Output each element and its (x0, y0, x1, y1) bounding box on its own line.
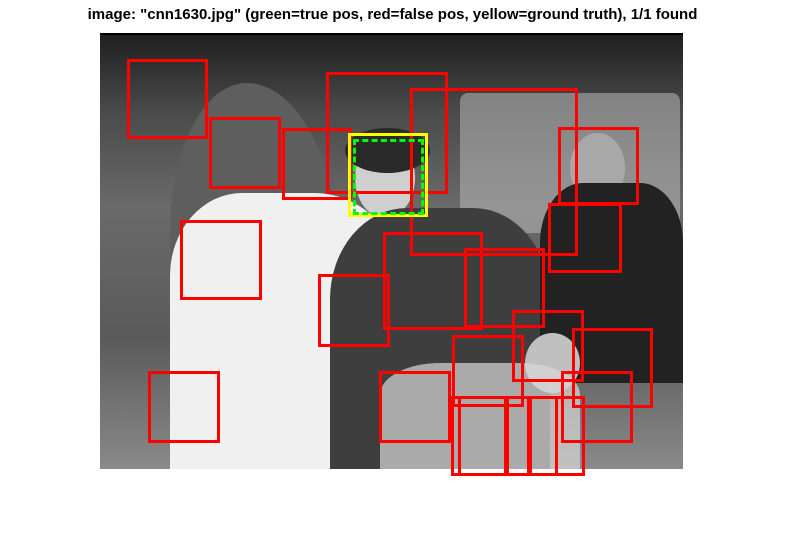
false-pos-box (127, 59, 208, 139)
false-pos-box (548, 203, 622, 273)
true-pos-box (353, 139, 424, 215)
false-pos-box (180, 220, 262, 300)
false-pos-box (318, 274, 390, 347)
false-pos-box (148, 371, 220, 443)
figure-title: image: "cnn1630.jpg" (green=true pos, red=false pos, yellow=ground truth), 1/1 found (87, 6, 698, 23)
photo-top-rule (100, 33, 683, 35)
false-pos-box (558, 127, 639, 205)
false-pos-box (458, 396, 558, 476)
false-pos-box (209, 117, 281, 189)
false-pos-box (379, 371, 451, 443)
